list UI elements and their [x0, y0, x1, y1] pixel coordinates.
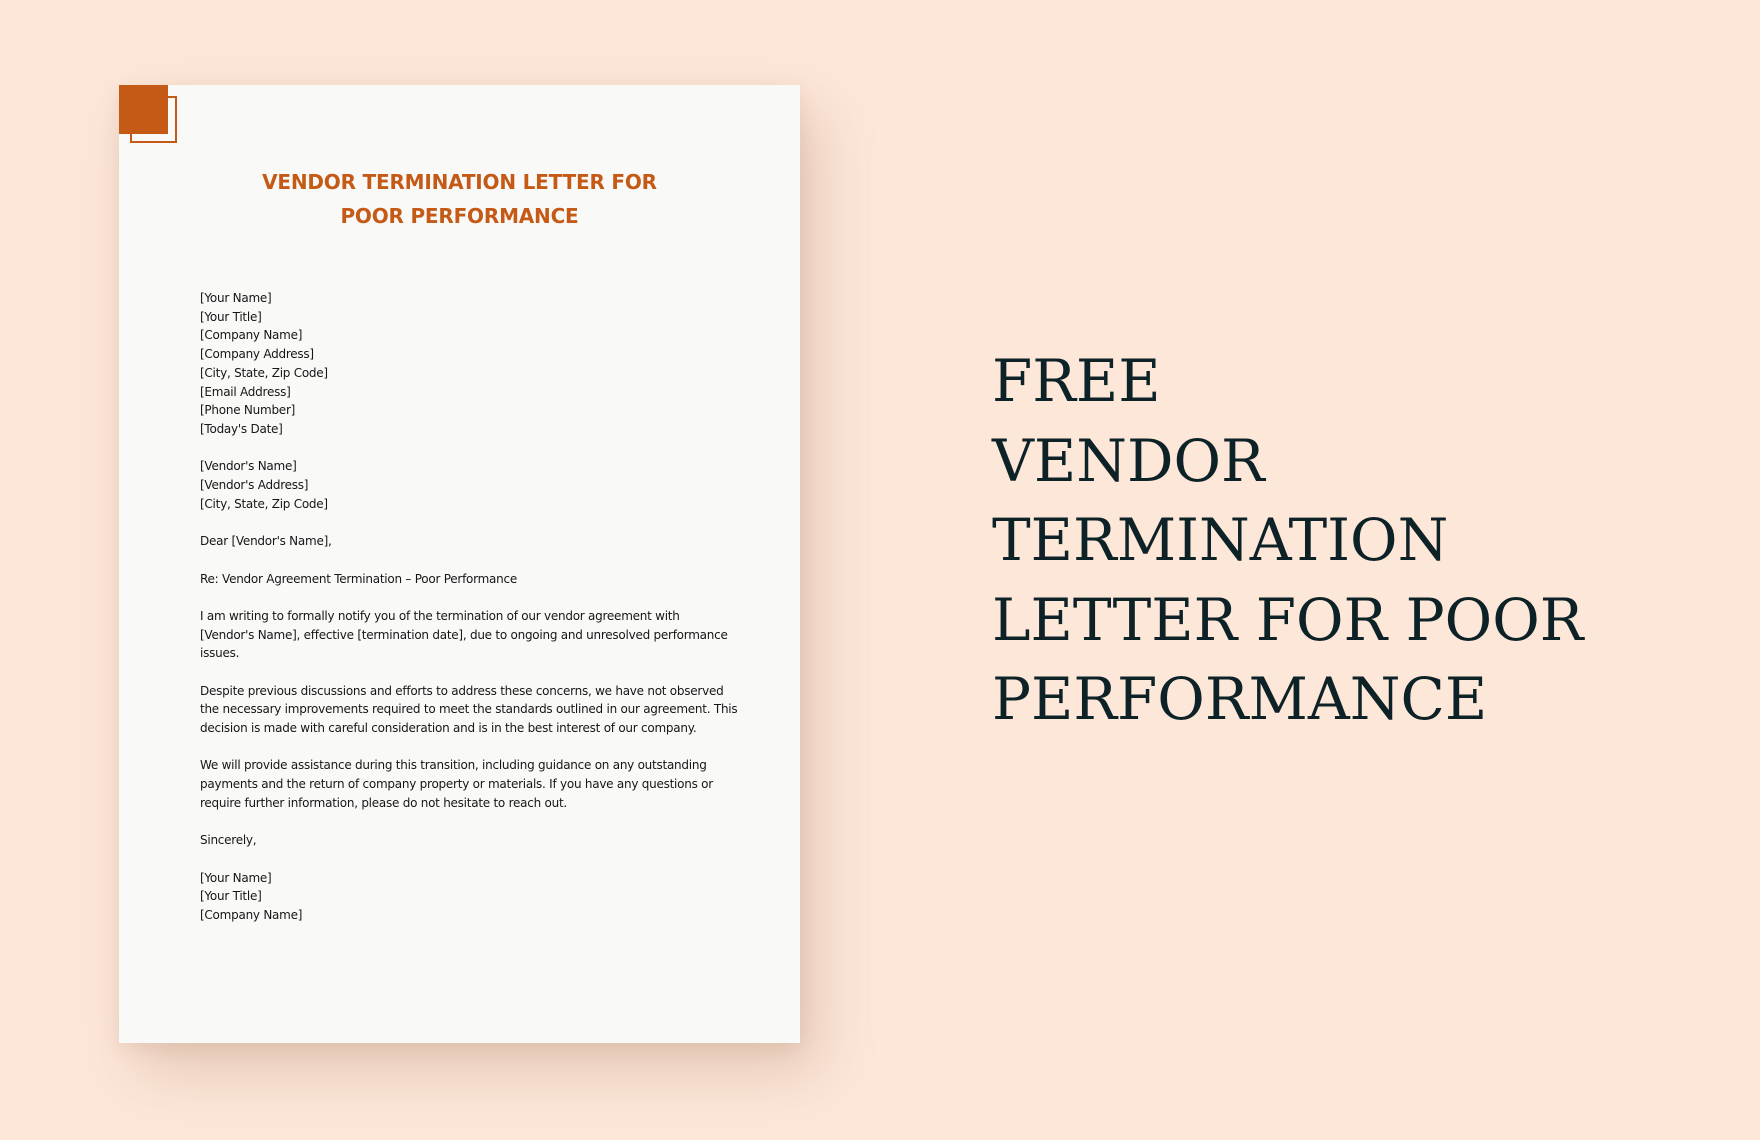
- sender-city: [City, State, Zip Code]: [200, 365, 328, 380]
- letter-title-line: VENDOR TERMINATION LETTER FOR: [262, 170, 657, 194]
- signature-title: [Your Title]: [200, 889, 262, 904]
- sender-company: [Company Name]: [200, 328, 303, 343]
- paragraph-1: [200, 607, 740, 663]
- spacer: [200, 663, 740, 682]
- recipient-name: [Vendor's Name]: [200, 459, 297, 474]
- spacer: [200, 738, 740, 757]
- spacer: [200, 551, 740, 570]
- recipient-block: [200, 457, 740, 513]
- letter-title: [119, 165, 800, 233]
- hero-title-line: TERMINATION: [992, 506, 1449, 574]
- sender-email: [Email Address]: [200, 384, 291, 399]
- paragraph-line: Despite previous discussions and efforts to address these concerns, we have not observed: [200, 683, 724, 698]
- spacer: [200, 813, 740, 832]
- sender-address: [Company Address]: [200, 347, 314, 362]
- signature-name: [Your Name]: [200, 870, 272, 885]
- paragraph-line: decision is made with careful consideration and is in the best interest of our company.: [200, 721, 697, 736]
- paragraph-line: We will provide assistance during this transition, including guidance on any outstanding: [200, 758, 707, 773]
- paragraph-3: [200, 756, 740, 812]
- hero-title-line: LETTER FOR POOR: [992, 585, 1584, 654]
- spacer: [200, 588, 740, 607]
- corner-outline-decoration: [130, 96, 177, 143]
- paragraph-line: payments and the return of company property or materials. If you have any questions or: [200, 777, 713, 792]
- hero-title-line: VENDOR: [992, 426, 1265, 495]
- sender-phone: [Phone Number]: [200, 403, 296, 418]
- hero-title-line: PERFORMANCE: [992, 665, 1488, 733]
- spacer: [200, 513, 740, 532]
- paragraph-line: I am writing to formally notify you of the termination of our vendor agreement with: [200, 608, 680, 623]
- sender-block: [200, 289, 740, 439]
- paragraph-line: [Vendor's Name], effective [termination date], due to ongoing and unresolved performance: [200, 627, 728, 642]
- closing: Sincerely,: [200, 833, 257, 848]
- hero-title: [992, 342, 1583, 740]
- letter-page: [119, 85, 800, 1043]
- letter-title-line: POOR PERFORMANCE: [340, 204, 579, 228]
- paragraph-line: the necessary improvements required to meet the standards outlined in our agreement. This: [200, 702, 738, 717]
- letter-body: [200, 289, 740, 925]
- paragraph-line: require further information, please do not hesitate to reach out.: [200, 795, 567, 810]
- signature-block: [200, 869, 740, 925]
- recipient-address: [Vendor's Address]: [200, 478, 309, 493]
- hero-title-line: FREE: [992, 347, 1161, 415]
- letter-date: [Today's Date]: [200, 421, 283, 436]
- spacer: [200, 850, 740, 869]
- paragraph-line: issues.: [200, 646, 240, 661]
- recipient-city: [City, State, Zip Code]: [200, 496, 328, 511]
- sender-name: [Your Name]: [200, 291, 272, 305]
- subject-line: Re: Vendor Agreement Termination – Poor Performance: [200, 571, 517, 586]
- salutation: Dear [Vendor's Name],: [200, 534, 332, 549]
- sender-title: [Your Title]: [200, 309, 262, 324]
- spacer: [200, 439, 740, 458]
- paragraph-2: [200, 682, 740, 738]
- signature-company: [Company Name]: [200, 908, 303, 923]
